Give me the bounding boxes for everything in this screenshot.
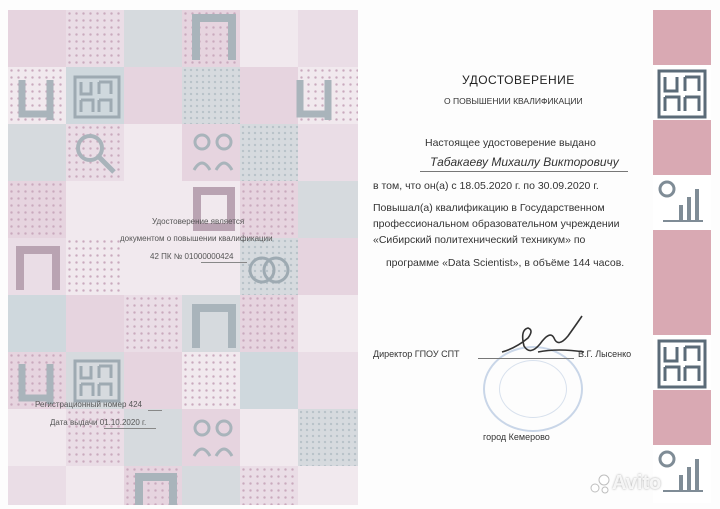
pattern-tile — [182, 67, 242, 124]
gear-chart-icon — [653, 445, 711, 503]
recipient-name: Табакаеву Михаилу Викторовичу — [430, 155, 619, 169]
gear-chart-icon — [653, 175, 711, 233]
strip-tile — [653, 335, 711, 393]
pattern-tile — [66, 466, 126, 505]
pattern-tile — [124, 181, 184, 238]
pattern-tile — [182, 466, 242, 505]
recipient-underline — [420, 171, 628, 172]
issue-date-underline — [104, 428, 156, 429]
pattern-tile — [298, 352, 358, 409]
strip-tile — [653, 230, 711, 288]
decorative-pattern-panel — [8, 10, 358, 505]
people-gears-icon — [188, 412, 238, 464]
pattern-tile — [8, 295, 68, 352]
strip-tile — [653, 120, 711, 178]
cspp-logo-icon — [72, 358, 122, 404]
avito-logo-icon — [590, 474, 610, 494]
issue-date: Дата выдачи 01.10.2020 г. — [50, 418, 147, 427]
qualification-line-4: программе «Data Scientist», в объёме 144 часов. — [386, 257, 625, 269]
pattern-tile — [66, 181, 126, 238]
pattern-tile — [8, 124, 68, 181]
p-letter-icon — [16, 246, 60, 292]
p-letter-icon — [192, 14, 236, 64]
pattern-tile — [124, 124, 184, 181]
signature-line — [478, 358, 574, 359]
strip-tile — [653, 65, 711, 123]
pattern-tile — [240, 295, 300, 352]
pattern-tile — [124, 67, 184, 124]
pattern-tile — [240, 124, 300, 181]
document-number-underline — [201, 262, 247, 263]
pattern-tile — [298, 409, 358, 466]
pattern-tile — [298, 124, 358, 181]
pattern-tile — [8, 10, 68, 67]
magnifier-icon — [70, 128, 120, 178]
pattern-tile — [66, 10, 126, 67]
pattern-tile — [240, 67, 300, 124]
pattern-tile — [298, 295, 358, 352]
pattern-tile — [240, 181, 300, 238]
issued-line: Настоящее удостоверение выдано — [425, 137, 596, 149]
pattern-tile — [298, 466, 358, 505]
pattern-tile — [240, 466, 300, 505]
pattern-tile — [298, 181, 358, 238]
director-label: Директор ГПОУ СПТ — [373, 349, 460, 359]
strip-tile — [653, 445, 711, 503]
pattern-tile — [66, 295, 126, 352]
c-letter-icon — [16, 76, 60, 120]
strip-tile — [653, 10, 711, 68]
strip-tile — [653, 390, 711, 448]
pattern-tile — [182, 352, 242, 409]
avito-watermark: Avito — [612, 472, 662, 494]
document-number: 42 ПК № 01000000424 — [150, 252, 234, 261]
registration-number: Регистрационный номер 424 — [35, 400, 142, 409]
doc-note-line2: документом о повышении квалификации — [120, 234, 273, 243]
pattern-tile — [298, 238, 358, 295]
qualification-line-2: профессиональном образовательном учреждении — [373, 218, 620, 230]
pattern-tile — [66, 238, 126, 295]
period-line: в том, что он(а) с 18.05.2020 г. по 30.09.2020 г. — [373, 180, 599, 192]
people-gears-icon — [188, 126, 238, 178]
c-letter-icon — [294, 76, 338, 120]
pattern-tile — [298, 10, 358, 67]
qualification-line-3: «Сибирский политехнический техникум» по — [373, 234, 586, 246]
city-label: город Кемерово — [483, 432, 550, 442]
p-letter-icon — [192, 304, 236, 350]
hands-icon — [244, 250, 294, 290]
cspp-logo-icon — [72, 74, 122, 120]
pattern-tile — [240, 409, 300, 466]
pattern-tile — [240, 10, 300, 67]
strip-tile — [653, 175, 711, 233]
c-letter-icon — [16, 360, 60, 404]
pattern-tile — [8, 466, 68, 505]
certificate-subtitle: О ПОВЫШЕНИИ КВАЛИФИКАЦИИ — [444, 96, 583, 106]
square-outline-icon — [134, 472, 178, 505]
director-signature — [498, 308, 588, 360]
pattern-tile — [8, 181, 68, 238]
director-name: В.Г. Лысенко — [578, 349, 632, 359]
cspp-logo-icon — [653, 335, 711, 393]
pattern-tile — [124, 295, 184, 352]
doc-note-line1: Удостоверение является — [152, 217, 245, 226]
cspp-logo-icon — [653, 65, 711, 123]
right-decorative-strip — [653, 10, 711, 505]
certificate-title: УДОСТОВЕРЕНИЕ — [462, 73, 575, 87]
pattern-tile — [124, 10, 184, 67]
qualification-line-1: Повышал(а) квалификацию в Государственном — [373, 202, 605, 214]
pattern-tile — [240, 352, 300, 409]
pattern-tile — [182, 238, 242, 295]
registration-underline — [148, 410, 162, 411]
pattern-tile — [124, 238, 184, 295]
